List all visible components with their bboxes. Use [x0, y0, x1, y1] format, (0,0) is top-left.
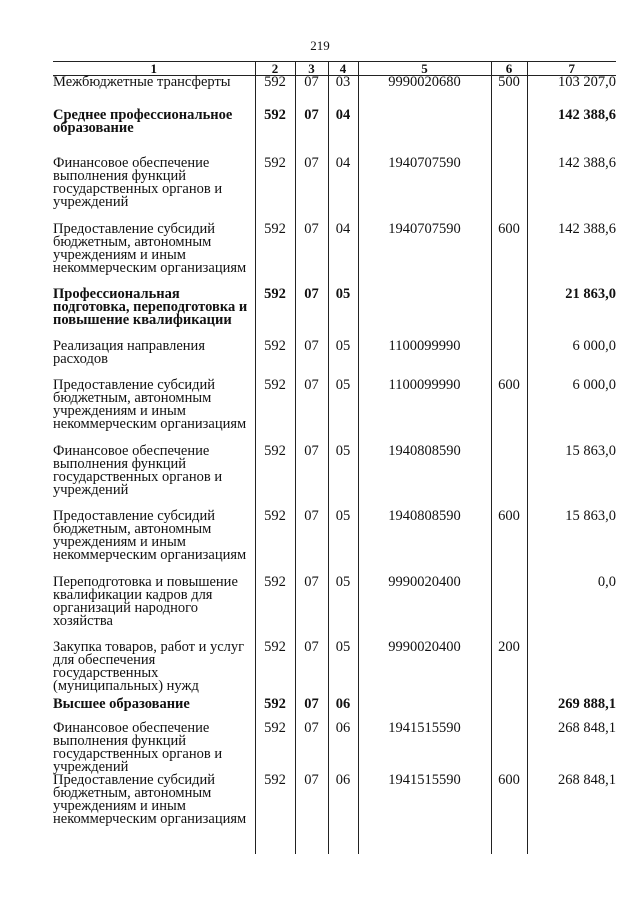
row-vr: 600	[491, 774, 527, 854]
row-vr: 600	[491, 510, 527, 576]
row-sum: 0,0	[527, 576, 616, 641]
row-name: Закупка товаров, работ и услуг для обеспечения государственных (муниципальных) нужд	[53, 641, 255, 698]
row-rz: 07	[295, 288, 328, 340]
row-csr: 1941515590	[358, 722, 491, 774]
row-sum: 142 388,6	[527, 93, 616, 157]
row-name: Профессиональная подготовка, переподготовка и повышение квалификации	[53, 288, 255, 340]
column-header-pr: 4	[328, 62, 358, 76]
column-header-ved: 2	[255, 62, 295, 76]
table-row	[53, 76, 616, 94]
row-csr: 1940808590	[358, 445, 491, 510]
row-name: Высшее образование	[53, 698, 255, 722]
row-vr: 600	[491, 223, 527, 288]
row-ved: 592	[255, 576, 295, 641]
row-name: Предоставление субсидий бюджетным, автономным учреждениям и иным некоммерческим организациям	[53, 510, 255, 576]
row-ved: 592	[255, 340, 295, 379]
row-vr: 200	[491, 641, 527, 698]
row-sum: 268 848,1	[527, 722, 616, 774]
table-row	[53, 223, 616, 288]
row-rz: 07	[295, 641, 328, 698]
page-number: 219	[310, 38, 330, 53]
budget-table	[53, 61, 616, 854]
row-vr	[491, 157, 527, 223]
row-pr: 05	[328, 510, 358, 576]
row-rz: 07	[295, 445, 328, 510]
table-row	[53, 774, 616, 854]
row-csr: 1940707590	[358, 157, 491, 223]
table-row	[53, 576, 616, 641]
table-row	[53, 722, 616, 774]
row-ved: 592	[255, 288, 295, 340]
row-vr	[491, 722, 527, 774]
row-pr: 05	[328, 641, 358, 698]
row-pr: 05	[328, 445, 358, 510]
row-ved: 592	[255, 157, 295, 223]
row-csr: 1100099990	[358, 340, 491, 379]
row-name: Реализация направления расходов	[53, 340, 255, 379]
table-row	[53, 641, 616, 698]
row-sum: 268 848,1	[527, 774, 616, 854]
row-sum: 269 888,1	[527, 698, 616, 722]
row-rz: 07	[295, 93, 328, 157]
row-csr: 9990020400	[358, 641, 491, 698]
row-csr: 1941515590	[358, 774, 491, 854]
table-row	[53, 157, 616, 223]
row-name: Предоставление субсидий бюджетным, автономным учреждениям и иным некоммерческим организациям	[53, 223, 255, 288]
row-sum: 142 388,6	[527, 157, 616, 223]
column-header-csr: 5	[358, 62, 491, 76]
table-row	[53, 379, 616, 445]
row-sum	[527, 641, 616, 698]
row-ved: 592	[255, 722, 295, 774]
row-sum: 6 000,0	[527, 379, 616, 445]
row-rz: 07	[295, 157, 328, 223]
row-pr: 04	[328, 93, 358, 157]
table-row	[53, 698, 616, 722]
row-rz: 07	[295, 76, 328, 94]
row-pr: 03	[328, 76, 358, 94]
row-sum: 15 863,0	[527, 445, 616, 510]
row-csr	[358, 93, 491, 157]
row-ved: 592	[255, 510, 295, 576]
row-sum: 103 207,0	[527, 76, 616, 94]
row-rz: 07	[295, 576, 328, 641]
row-pr: 04	[328, 157, 358, 223]
row-pr: 06	[328, 722, 358, 774]
row-vr: 500	[491, 76, 527, 94]
row-ved: 592	[255, 76, 295, 94]
row-pr: 06	[328, 698, 358, 722]
row-sum: 142 388,6	[527, 223, 616, 288]
row-rz: 07	[295, 698, 328, 722]
row-name: Финансовое обеспечение выполнения функций государственных органов и учреждений	[53, 445, 255, 510]
row-ved: 592	[255, 698, 295, 722]
column-header-name: 1	[53, 62, 255, 76]
row-vr	[491, 340, 527, 379]
row-rz: 07	[295, 223, 328, 288]
row-name: Переподготовка и повышение квалификации кадров для организаций народного хозяйства	[53, 576, 255, 641]
row-vr	[491, 698, 527, 722]
row-vr	[491, 93, 527, 157]
table-row	[53, 93, 616, 157]
row-rz: 07	[295, 379, 328, 445]
row-pr: 05	[328, 576, 358, 641]
row-vr: 600	[491, 379, 527, 445]
row-sum: 15 863,0	[527, 510, 616, 576]
row-name: Финансовое обеспечение выполнения функций государственных органов и учреждений	[53, 157, 255, 223]
row-pr: 05	[328, 340, 358, 379]
row-vr	[491, 576, 527, 641]
row-csr: 9990020680	[358, 76, 491, 94]
row-csr	[358, 698, 491, 722]
row-vr	[491, 445, 527, 510]
row-ved: 592	[255, 641, 295, 698]
row-ved: 592	[255, 223, 295, 288]
row-ved: 592	[255, 93, 295, 157]
row-pr: 05	[328, 288, 358, 340]
row-csr: 1100099990	[358, 379, 491, 445]
row-sum: 6 000,0	[527, 340, 616, 379]
row-rz: 07	[295, 774, 328, 854]
row-rz: 07	[295, 722, 328, 774]
row-rz: 07	[295, 510, 328, 576]
row-name: Предоставление субсидий бюджетным, автономным учреждениям и иным некоммерческим организациям	[53, 379, 255, 445]
row-ved: 592	[255, 445, 295, 510]
row-name: Финансовое обеспечение выполнения функций государственных органов и учреждений	[53, 722, 255, 774]
table-row	[53, 510, 616, 576]
column-header-rz: 3	[295, 62, 328, 76]
column-header-vr: 6	[491, 62, 527, 76]
column-header-sum: 7	[527, 62, 616, 76]
row-rz: 07	[295, 340, 328, 379]
row-csr: 1940808590	[358, 510, 491, 576]
row-csr: 9990020400	[358, 576, 491, 641]
row-pr: 05	[328, 379, 358, 445]
row-vr	[491, 288, 527, 340]
row-name: Межбюджетные трансферты	[53, 76, 255, 94]
row-pr: 06	[328, 774, 358, 854]
table-row	[53, 288, 616, 340]
row-csr: 1940707590	[358, 223, 491, 288]
row-ved: 592	[255, 774, 295, 854]
row-pr: 04	[328, 223, 358, 288]
row-ved: 592	[255, 379, 295, 445]
row-name: Предоставление субсидий бюджетным, автономным учреждениям и иным некоммерческим организациям	[53, 774, 255, 854]
row-name: Среднее профессиональное образование	[53, 93, 255, 157]
table-row	[53, 340, 616, 379]
row-sum: 21 863,0	[527, 288, 616, 340]
row-csr	[358, 288, 491, 340]
table-row	[53, 445, 616, 510]
